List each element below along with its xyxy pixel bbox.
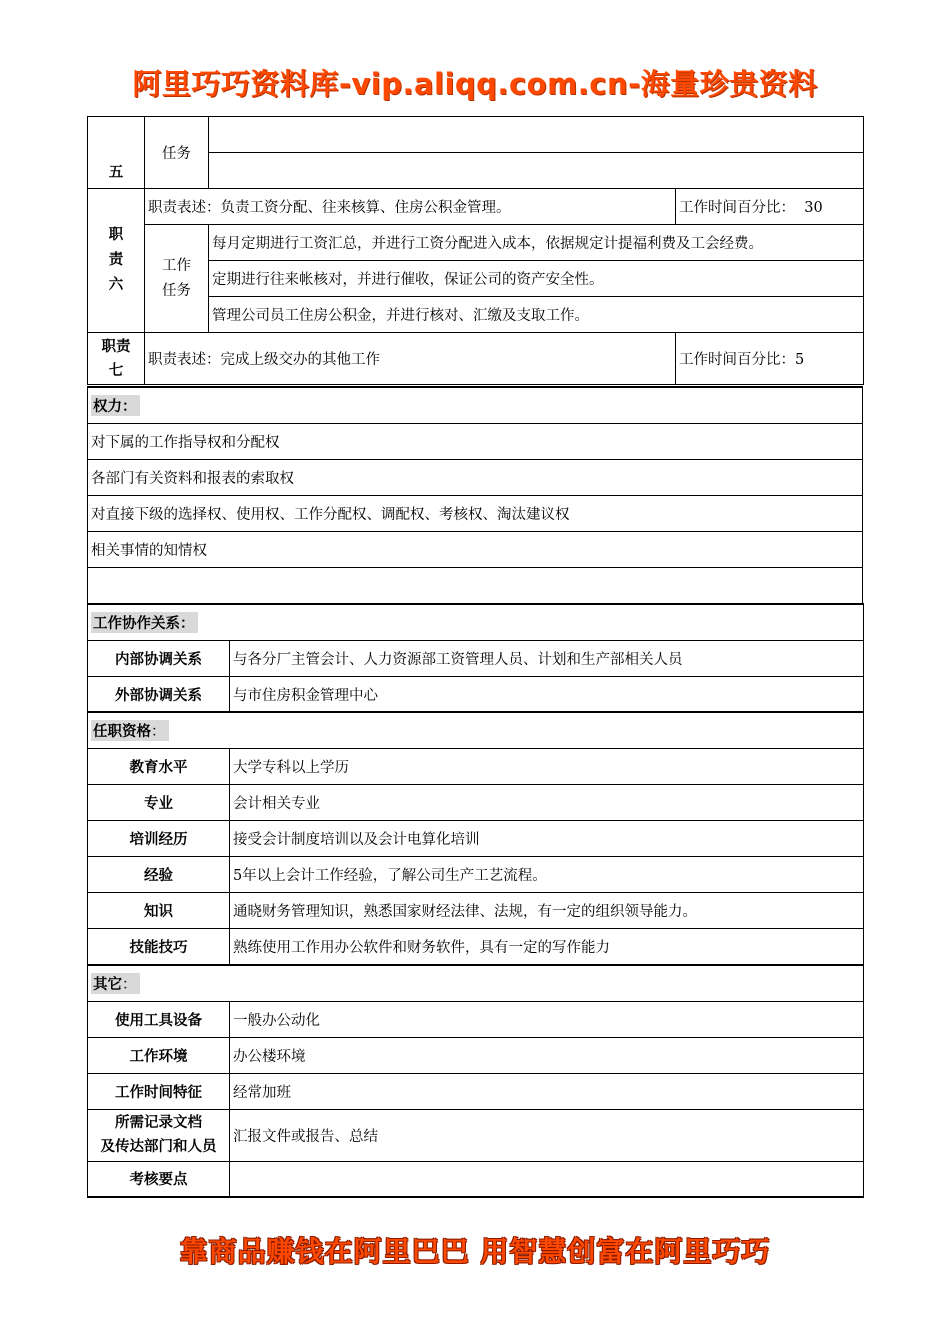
cooperation-title: 工作协作关系：	[91, 612, 198, 633]
qualification-value: 大学专科以上学历	[230, 748, 864, 784]
power-item: 相关事情的知情权	[88, 531, 863, 567]
duty6-task-3: 管理公司员工住房公积金，并进行核对、汇缴及支取工作。	[209, 297, 864, 333]
qualification-value: 会计相关专业	[230, 784, 864, 820]
qualifications-title-text: 任职资格	[93, 723, 151, 740]
other-title-cell	[88, 965, 864, 1001]
other-title	[91, 973, 140, 994]
duties-table	[87, 116, 864, 385]
other-label: 工作时间特征	[88, 1073, 230, 1109]
duty7-description: 职责表述：完成上级交办的其他工作	[145, 333, 676, 385]
duty6-task-1: 每月定期进行工资汇总，并进行工资分配进入成本，依据规定计提福利费及工会经费。	[209, 225, 864, 261]
duty7-time-percent: 工作时间百分比：5	[676, 333, 864, 385]
other-label: 考核要点	[88, 1161, 230, 1197]
duty5-task-2	[209, 153, 864, 189]
powers-table	[87, 386, 863, 604]
qualification-label: 专业	[88, 784, 230, 820]
duty5-task-label: 任务	[145, 117, 209, 189]
other-value: 经常加班	[230, 1073, 864, 1109]
cooperation-title-cell	[88, 604, 864, 640]
qualifications-table	[87, 711, 864, 965]
duty6-task-2: 定期进行往来帐核对，并进行催收，保证公司的资产安全性。	[209, 261, 864, 297]
other-title-colon: ：	[122, 976, 137, 993]
qualifications-title-colon: ：	[151, 723, 166, 740]
power-item: 各部门有关资料和报表的索取权	[88, 459, 863, 495]
qualification-label: 知识	[88, 892, 230, 928]
power-item: 对直接下级的选择权、使用权、工作分配权、调配权、考核权、淘汰建议权	[88, 495, 863, 531]
duty5-label: 五	[88, 117, 145, 189]
cooperation-table	[87, 603, 864, 713]
cooperation-value: 与市住房积金管理中心	[230, 676, 864, 712]
power-item: 对下属的工作指导权和分配权	[88, 423, 863, 459]
power-item	[88, 567, 863, 603]
qualification-label: 教育水平	[88, 748, 230, 784]
duty6-description: 职责表述：负责工资分配、往来核算、住房公积金管理。	[145, 189, 676, 225]
other-label: 工作环境	[88, 1037, 230, 1073]
header-banner: 阿里巧巧资料库-vip.aliqq.com.cn-海量珍贵资料	[132, 67, 818, 101]
qualification-label: 技能技巧	[88, 928, 230, 964]
duty5-task-1	[209, 117, 864, 153]
qualification-value: 熟练使用工作用办公软件和财务软件，具有一定的写作能力	[230, 928, 864, 964]
cooperation-value: 与各分厂主管会计、人力资源部工资管理人员、计划和生产部相关人员	[230, 640, 864, 676]
qualifications-title-cell	[88, 712, 864, 748]
cooperation-label: 内部协调关系	[88, 640, 230, 676]
qualification-value: 5年以上会计工作经验，了解公司生产工艺流程。	[230, 856, 864, 892]
other-value: 汇报文件或报告、总结	[230, 1109, 864, 1161]
qualification-value: 通晓财务管理知识，熟悉国家财经法律、法规，有一定的组织领导能力。	[230, 892, 864, 928]
duty6-label: 职 责 六	[88, 189, 145, 333]
duty6-time-value: 30	[804, 200, 823, 216]
qualification-label: 培训经历	[88, 820, 230, 856]
duty6-task-label: 工作 任务	[145, 225, 209, 333]
qualification-value: 接受会计制度培训以及会计电算化培训	[230, 820, 864, 856]
duty6-time-percent	[676, 189, 864, 225]
other-value	[230, 1161, 864, 1197]
other-value: 一般办公动化	[230, 1001, 864, 1037]
qualification-label: 经验	[88, 856, 230, 892]
qualifications-title	[91, 720, 169, 741]
cooperation-label: 外部协调关系	[88, 676, 230, 712]
other-label: 使用工具设备	[88, 1001, 230, 1037]
other-title-text: 其它	[93, 976, 122, 993]
duty6-time-label: 工作时间百分比：	[679, 200, 795, 216]
powers-title-cell	[88, 387, 863, 423]
duty7-label: 职责 七	[88, 333, 145, 385]
footer-banner: 靠商品赚钱在阿里巴巴 用智慧创富在阿里巧巧	[179, 1235, 771, 1268]
other-label: 所需记录文档 及传达部门和人员	[88, 1109, 230, 1161]
other-table	[87, 964, 864, 1198]
other-value: 办公楼环境	[230, 1037, 864, 1073]
powers-title: 权力：	[91, 395, 140, 416]
